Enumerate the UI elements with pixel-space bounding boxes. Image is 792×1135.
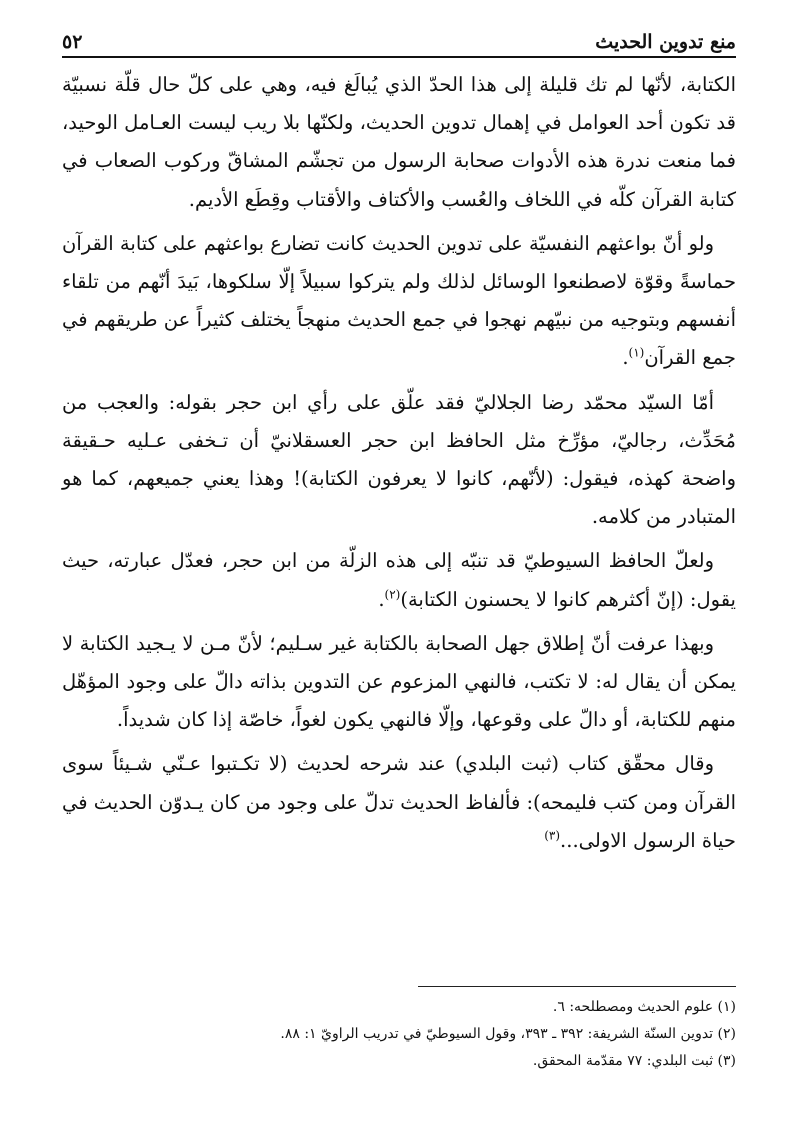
running-header (62, 24, 736, 58)
footnote-ref-1: (١) (628, 345, 645, 360)
paragraph-2-text: ولو أنّ بواعثهم النفسيّة على تدوين الحديث كانت تضارع بواعثهم على كتابة القرآن حماسةً وقوّة لاصطنعوا الوسائل لذلك ولم يتركوا سبيلاً إلّا سلكوها، بَيدَ أنّهم من تلقاء أنفسهم وبتوجيه من نبيّهم نهجوا في جمع الحديث منهجاً يختلف كثيراً عن طريقهم في جمع القرآن (62, 231, 736, 370)
paragraph-4-end: . (378, 587, 385, 611)
footnote-ref-3: (٣) (544, 828, 561, 843)
main-text (62, 66, 736, 866)
footnote-ref-2: (٢) (384, 587, 401, 602)
footnote-3: (٣) ثبت البلدي: ٧٧ مقدّمة المحقق. (532, 1053, 736, 1069)
paragraph-4-text: ولعلّ الحافظ السيوطيّ قد تنبّه إلى هذه الزلّة من ابن حجر، فعدّل عبارته، حيث يقول: (إنّ أكثرهم كانوا لا يحسنون الكتابة) (62, 549, 736, 611)
paragraph-5: وبهذا عرفت أنّ إطلاق جهل الصحابة بالكتابة غير سـليم؛ لأنّ مـن لا يـجيد الكتابة لا يمكن أن يقال له: لا تكتب، فالنهي المزعوم عن التدوين بذاته دالّ على وجود المؤهّل منهم للكتابة، أو دالّ على وقوعها، وإلّا فالنهي يكون لغواً، خاصّة إذا كان شديداً. (62, 631, 736, 732)
paragraph-1: الكتابة، لأنّها لم تك قليلة إلى هذا الحدّ الذي يُبالَغ فيه، وهي على كلّ حال قلّة نسبيّة قد تكون أحد العوامل في إهمال تدوين الحديث، ولكنّها بلا ريب ليست العـامل الوحيد، فما منعت ندرة هذه الأدوات صحابة الرسول من تجشّم المشاقّ وركوب الصعاب في كتابة القرآن كلّه في اللخاف والعُسب والأكتاف والأقتاب وقِطَع الأديم. (62, 73, 736, 211)
paragraph-6-text: وقال محقّق كتاب (ثبت البلدي) عند شرحه لحديث (لا تكـتبوا عـنّي شـيئاً سوى القرآن ومن كتب فليمحه): فألفاظ الحديث تدلّ على وجود من كان يـدوّن الحديث في حياة الرسول الاولى... (62, 752, 736, 852)
footnote-1: (١) علوم الحديث ومصطلحه: ٦. (552, 999, 736, 1015)
footnote-2: (٢) تدوين السنّة الشريفة: ٣٩٢ ـ ٣٩٣، وقول السيوطيّ في تدريب الراويّ ١: ٨٨. (280, 1026, 736, 1042)
footnote-separator (418, 986, 736, 987)
paragraph-3: أمّا السيّد محمّد رضا الجلاليّ فقد علّق على رأي ابن حجر بقوله: والعجب من مُحَدِّث، رجاليّ، مؤرِّخ مثل الحافظ ابن حجر العسقلانيّ أن تـخفى عـليه حـقيقة واضحة كهذه، فيقول: (لأنّهم، كانوا لا يعرفون الكتابة)! وهذا يعني جميعهم، كما هو المتبادر من كلامه. (62, 390, 736, 529)
running-title: منع تدوين الحديث (595, 31, 736, 53)
paragraph-2 (62, 225, 736, 378)
paragraph-4 (62, 542, 736, 618)
paragraph-6 (62, 745, 736, 860)
paragraph-2-end: . (622, 346, 629, 370)
page-number: ٥٢ (62, 31, 83, 53)
footnotes (62, 994, 736, 1075)
